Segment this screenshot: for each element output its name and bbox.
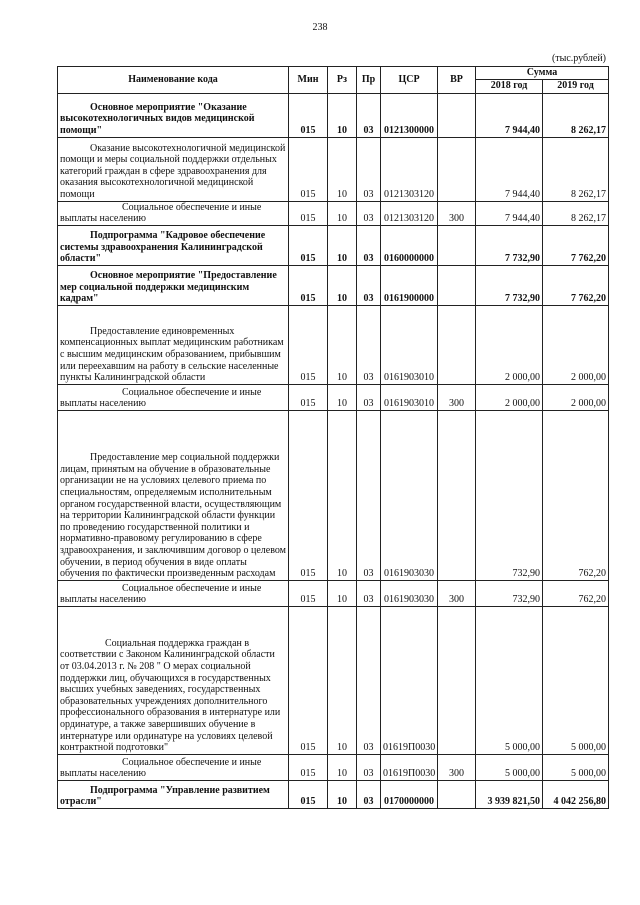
row-2018: 3 939 821,50 [476,780,543,808]
row-name: Предоставление мер социальной поддержки лицам, принятым на обучение в образовательные организации не на условиях целевого приема по специальностям, определяемым исполнительным органом государственной власти, осуществляющим на территории Калининградской области функции по проведению государственной политики и нормативно-правовому регулированию в сфере здравоохранения, и заключившим договор о целевом обучении, в период обучения в виде оплаты обучения по фактически произведенным расходам [58,410,289,580]
row-rz: 10 [328,265,357,305]
row-name: Социальное обеспечение и иные выплаты населению [58,384,289,410]
row-vr [438,780,476,808]
row-vr [438,305,476,384]
row-rz: 10 [328,606,357,754]
row-2019: 8 262,17 [543,93,609,137]
row-csr: 0161903030 [381,410,438,580]
row-name: Социальная поддержка граждан в соответствии с Законом Калининградской области от 03.04.2013 г. № 208 " О мерах социальной поддержки лиц, обучающихся в государственных высших учебных заведениях, государственных образовательных учреждениях дополнительного профессионального образования в интернатуре или ординатуре, а также завершивших обучение в интернатуре или ординатуре на условиях целевой контрактной подготовки" [58,606,289,754]
row-csr: 01619П0030 [381,606,438,754]
header-pr: Пр [357,67,381,94]
row-pr: 03 [357,780,381,808]
row-name: Социальное обеспечение и иные выплаты населению [58,580,289,606]
row-min: 015 [289,201,328,225]
table-row [58,137,609,201]
table-row [58,754,609,780]
row-vr [438,265,476,305]
table-row [58,410,609,580]
row-pr: 03 [357,410,381,580]
row-2019: 8 262,17 [543,137,609,201]
row-2019: 2 000,00 [543,305,609,384]
header-sum: Сумма [476,67,609,80]
row-min: 015 [289,384,328,410]
table-row [58,201,609,225]
row-rz: 10 [328,137,357,201]
row-csr: 01619П0030 [381,754,438,780]
row-vr [438,137,476,201]
table-row [58,265,609,305]
row-name: Основное мероприятие "Предоставление мер социальной поддержки медицинским кадрам" [58,265,289,305]
table-row [58,606,609,754]
row-rz: 10 [328,754,357,780]
row-rz: 10 [328,225,357,265]
row-rz: 10 [328,384,357,410]
units-label: (тыс.рублей) [551,53,606,64]
table-row [58,580,609,606]
header-csr: ЦСР [381,67,438,94]
row-2019: 7 762,20 [543,225,609,265]
row-pr: 03 [357,754,381,780]
header-vr: ВР [438,67,476,94]
row-2019: 4 042 256,80 [543,780,609,808]
row-csr: 0161903010 [381,384,438,410]
page-number: 238 [312,22,328,33]
row-2018: 7 732,90 [476,225,543,265]
row-2018: 2 000,00 [476,305,543,384]
row-vr [438,410,476,580]
row-vr [438,606,476,754]
row-min: 015 [289,93,328,137]
row-min: 015 [289,137,328,201]
row-2018: 7 732,90 [476,265,543,305]
row-min: 015 [289,780,328,808]
row-min: 015 [289,265,328,305]
header-2019: 2019 год [543,79,609,93]
row-2018: 7 944,40 [476,201,543,225]
row-2018: 732,90 [476,580,543,606]
row-rz: 10 [328,580,357,606]
row-csr: 0170000000 [381,780,438,808]
row-pr: 03 [357,137,381,201]
header-name: Наименование кода [58,67,289,94]
row-min: 015 [289,580,328,606]
row-csr: 0121303120 [381,201,438,225]
row-2018: 7 944,40 [476,93,543,137]
row-vr: 300 [438,384,476,410]
row-csr: 0161903010 [381,305,438,384]
row-pr: 03 [357,606,381,754]
row-csr: 0121300000 [381,93,438,137]
row-min: 015 [289,410,328,580]
row-name: Подпрограмма "Кадровое обеспечение системы здравоохранения Калининградской области" [58,225,289,265]
row-min: 015 [289,754,328,780]
row-name: Социальное обеспечение и иные выплаты населению [58,201,289,225]
header-min: Мин [289,67,328,94]
row-pr: 03 [357,265,381,305]
row-2018: 2 000,00 [476,384,543,410]
row-name: Предоставление единовременных компенсационных выплат медицинским работникам с высшим медицинским образованием, прибывшим или переехавшим на работу в сельские населенные пункты Калининградской области [58,305,289,384]
row-2019: 5 000,00 [543,754,609,780]
row-name: Подпрограмма "Управление развитием отрасли" [58,780,289,808]
row-vr: 300 [438,201,476,225]
row-name: Оказание высокотехнологичной медицинской помощи и меры социальной поддержки отдельных категорий граждан в сфере здравоохранения для оказания высокотехнологичной медицинской помощи [58,137,289,201]
row-2019: 2 000,00 [543,384,609,410]
row-min: 015 [289,305,328,384]
row-2019: 762,20 [543,410,609,580]
row-pr: 03 [357,201,381,225]
row-2018: 7 944,40 [476,137,543,201]
row-min: 015 [289,225,328,265]
row-2019: 7 762,20 [543,265,609,305]
header-2018: 2018 год [476,79,543,93]
row-csr: 0161900000 [381,265,438,305]
table-row [58,225,609,265]
row-pr: 03 [357,225,381,265]
row-rz: 10 [328,201,357,225]
row-pr: 03 [357,384,381,410]
row-2019: 8 262,17 [543,201,609,225]
budget-table [57,66,609,809]
table-row [58,384,609,410]
row-pr: 03 [357,580,381,606]
row-rz: 10 [328,780,357,808]
table-row [58,780,609,808]
row-min: 015 [289,606,328,754]
row-vr: 300 [438,754,476,780]
row-pr: 03 [357,93,381,137]
table-row [58,305,609,384]
row-2018: 5 000,00 [476,754,543,780]
row-csr: 0121303120 [381,137,438,201]
row-rz: 10 [328,305,357,384]
row-vr [438,225,476,265]
row-pr: 03 [357,305,381,384]
row-vr: 300 [438,580,476,606]
row-csr: 0161903030 [381,580,438,606]
row-2018: 732,90 [476,410,543,580]
row-csr: 0160000000 [381,225,438,265]
row-2019: 5 000,00 [543,606,609,754]
header-rz: Рз [328,67,357,94]
row-vr [438,93,476,137]
row-rz: 10 [328,410,357,580]
row-name: Социальное обеспечение и иные выплаты населению [58,754,289,780]
row-rz: 10 [328,93,357,137]
table-row [58,93,609,137]
row-2018: 5 000,00 [476,606,543,754]
row-name: Основное мероприятие "Оказание высокотехнологичных видов медицинской помощи" [58,93,289,137]
row-2019: 762,20 [543,580,609,606]
